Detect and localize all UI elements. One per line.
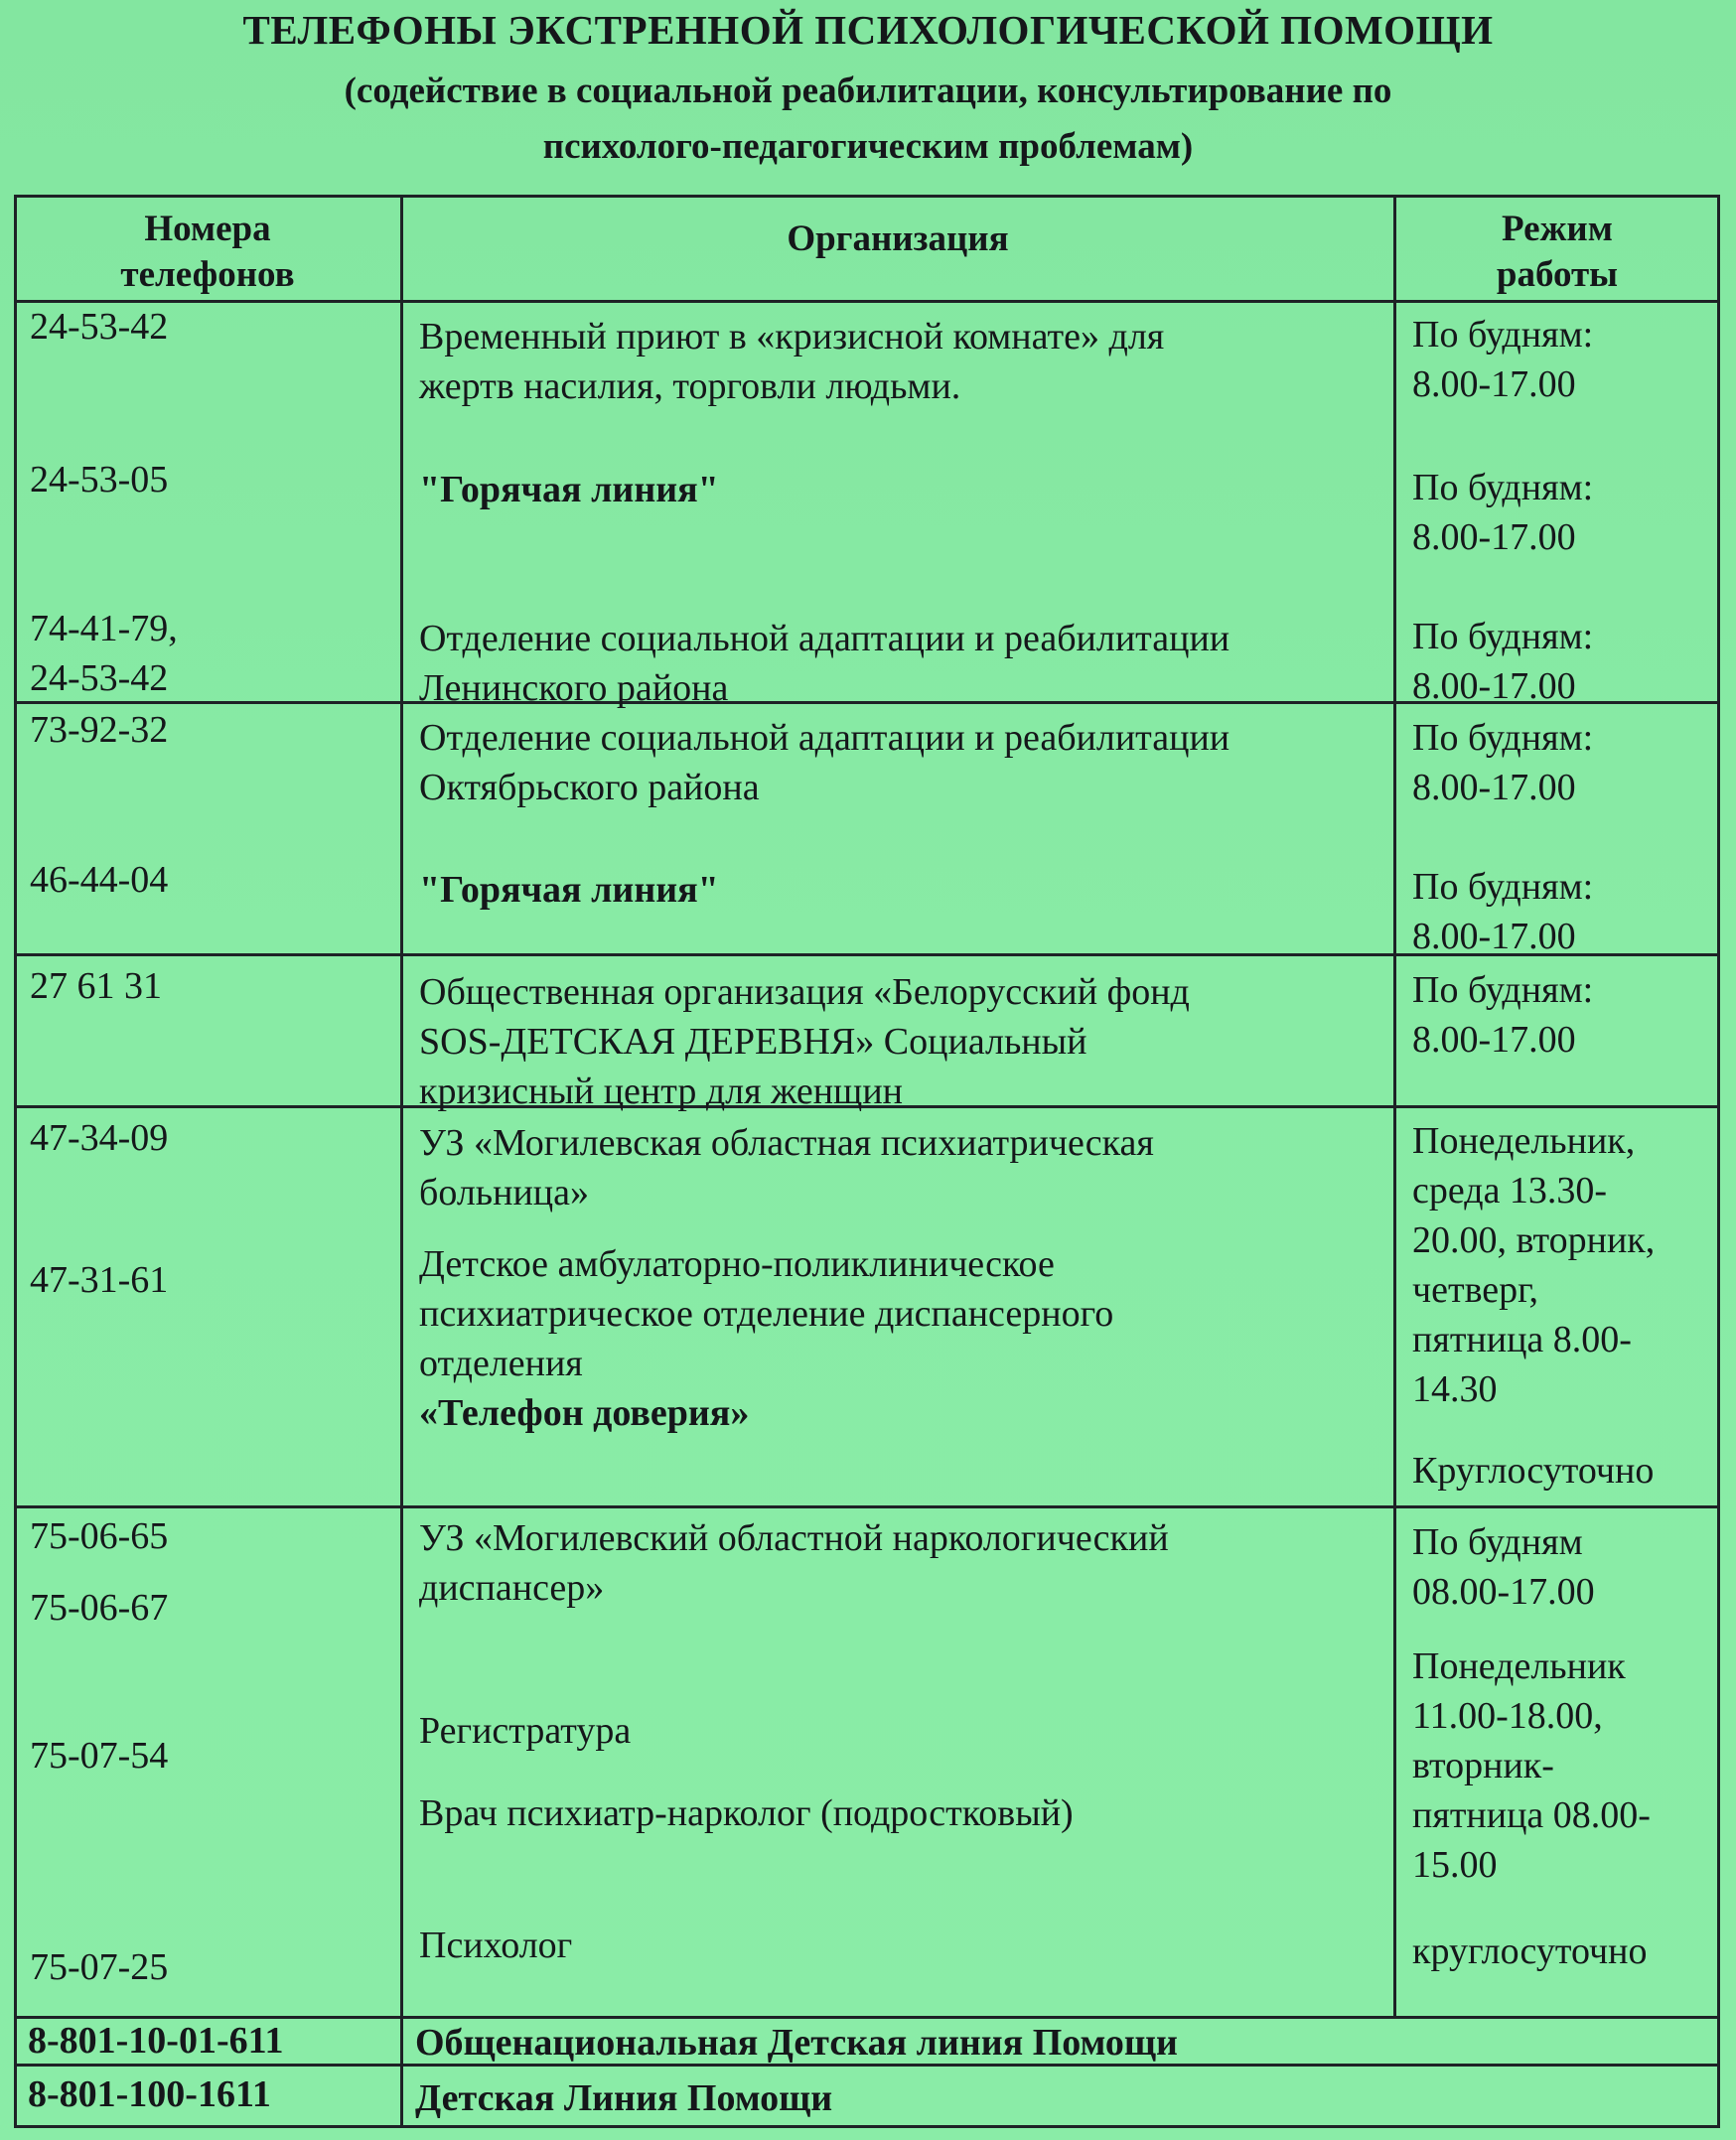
working-hours	[1412, 1517, 1595, 1617]
hours-line: По будням	[1412, 1521, 1583, 1563]
header-phones-line-1: Номера	[144, 209, 271, 249]
org-line: SOS-ДЕТСКАЯ ДЕРЕВНЯ» Социальный	[419, 1021, 1087, 1063]
phone-number: 75-07-54	[30, 1735, 169, 1777]
org-line: Отделение социальной адаптации и реабилитации	[419, 618, 1230, 659]
phone-number: 75-06-65	[30, 1515, 169, 1557]
phone-table	[14, 195, 1720, 2131]
working-hours	[1412, 862, 1593, 961]
hours-line: По будням:	[1412, 616, 1594, 657]
organization-name	[419, 614, 1230, 713]
hours-line: По будням:	[1412, 969, 1594, 1011]
phone-number: 24-53-42	[30, 306, 169, 348]
phone-line: 24-53-42	[30, 657, 169, 699]
table-border-bottom	[14, 2125, 1720, 2128]
header-divider	[14, 300, 1720, 303]
hours-line: По будням:	[1412, 467, 1594, 508]
phone-number: 46-44-04	[30, 859, 169, 901]
org-line: УЗ «Могилевская областная психиатрическая	[419, 1122, 1154, 1164]
phone-number: 75-07-25	[30, 1946, 169, 1988]
table-border-right	[1717, 195, 1720, 2128]
phone-line: 74-41-79,	[30, 608, 178, 649]
organization-name: Врач психиатр-нарколог (подростковый)	[419, 1792, 1074, 1834]
hours-line: 8.00-17.00	[1412, 665, 1576, 707]
organization-name: Детская Линия Помощи	[415, 2077, 833, 2119]
column-divider	[400, 195, 403, 2128]
hours-line: 8.00-17.00	[1412, 916, 1576, 957]
organization-name: "Горячая линия"	[419, 469, 719, 510]
organization-name: Регистратура	[419, 1710, 632, 1752]
phone-number: 73-92-32	[30, 709, 169, 751]
working-hours	[1412, 612, 1593, 711]
org-line: Ленинского района	[419, 667, 729, 709]
org-line: УЗ «Могилевский областной наркологический	[419, 1517, 1169, 1559]
org-line: отделения	[419, 1343, 583, 1384]
hours-line: 8.00-17.00	[1412, 767, 1576, 808]
header-phones	[24, 207, 391, 298]
phone-number: 47-34-09	[30, 1117, 169, 1159]
hours-line: По будням:	[1412, 866, 1594, 908]
organization-name	[419, 1513, 1169, 1613]
phone-number: 27 61 31	[30, 965, 162, 1007]
hours-line: 8.00-17.00	[1412, 516, 1576, 558]
org-line: Временный приют в «кризисной комнате» для	[419, 316, 1165, 357]
working-hours: Круглосуточно	[1412, 1450, 1655, 1492]
hours-line: среда 13.30-	[1412, 1170, 1608, 1212]
phone-number	[30, 604, 178, 703]
working-hours	[1412, 310, 1593, 409]
organization-name	[419, 713, 1230, 812]
phone-number: 47-31-61	[30, 1259, 169, 1301]
hours-line: вторник-	[1412, 1745, 1554, 1786]
phone-number: 24-53-05	[30, 459, 169, 500]
header-phones-line-2: телефонов	[120, 254, 295, 295]
subtitle-line-2: психолого-педагогическим проблемам)	[542, 126, 1194, 167]
organization-name: Психолог	[419, 1925, 573, 1966]
org-line: Октябрьского района	[419, 767, 760, 808]
org-line: психиатрическое отделение диспансерного	[419, 1293, 1114, 1335]
hours-line: пятница 08.00-	[1412, 1794, 1651, 1836]
organization-name: "Горячая линия"	[419, 869, 719, 911]
table-border-top	[14, 195, 1720, 198]
organization-name	[419, 967, 1190, 1116]
org-line: «Телефон доверия»	[419, 1392, 750, 1434]
hours-line: пятница 8.00-	[1412, 1319, 1632, 1360]
hours-line: четверг,	[1412, 1269, 1538, 1311]
organization-name	[419, 1239, 1113, 1438]
org-line: кризисный центр для женщин	[419, 1070, 903, 1112]
organization-name	[419, 312, 1164, 411]
hours-line: 08.00-17.00	[1412, 1571, 1595, 1613]
working-hours	[1412, 713, 1593, 812]
header-hours-line-1: Режим	[1502, 209, 1613, 249]
hours-line: 11.00-18.00,	[1412, 1695, 1603, 1737]
phone-number: 8-801-10-01-611	[28, 2020, 284, 2062]
document-title: ТЕЛЕФОНЫ ЭКСТРЕННОЙ ПСИХОЛОГИЧЕСКОЙ ПОМОЩИ	[242, 7, 1494, 53]
document-subtitle	[0, 64, 1736, 175]
working-hours: круглосуточно	[1412, 1930, 1648, 1972]
org-line: жертв насилия, торговли людьми.	[419, 365, 961, 407]
org-line: Отделение социальной адаптации и реабилитации	[419, 717, 1230, 759]
working-hours	[1412, 1641, 1651, 1890]
working-hours	[1412, 1116, 1655, 1414]
org-line: больница»	[419, 1172, 589, 1213]
header-hours-line-2: работы	[1496, 254, 1619, 295]
hours-line: 8.00-17.00	[1412, 363, 1576, 405]
org-line: Общественная организация «Белорусский фонд	[419, 971, 1190, 1013]
header-hours	[1399, 207, 1715, 298]
working-hours	[1412, 463, 1593, 562]
column-divider	[1393, 195, 1396, 2019]
working-hours	[1412, 965, 1593, 1065]
hours-line: Понедельник	[1412, 1645, 1626, 1687]
hours-line: 15.00	[1412, 1844, 1498, 1886]
org-line: диспансер»	[419, 1567, 605, 1609]
hours-line: 14.30	[1412, 1368, 1498, 1410]
hours-line: 20.00, вторник,	[1412, 1219, 1656, 1261]
hours-line: По будням:	[1412, 717, 1594, 759]
hours-line: Понедельник,	[1412, 1120, 1636, 1162]
organization-name: Общенациональная Детская линия Помощи	[415, 2022, 1178, 2064]
table-border-left	[14, 195, 17, 2128]
row-divider	[14, 1505, 1720, 1508]
phone-number: 8-801-100-1611	[28, 2073, 271, 2115]
header-organization: Организация	[787, 218, 1009, 259]
subtitle-line-1: (содействие в социальной реабилитации, консультирование по	[344, 71, 1392, 111]
hours-line: По будням:	[1412, 314, 1594, 356]
organization-name	[419, 1118, 1154, 1217]
org-line: Детское амбулаторно-поликлиническое	[419, 1243, 1055, 1285]
phone-number: 75-06-67	[30, 1587, 169, 1629]
hours-line: 8.00-17.00	[1412, 1019, 1576, 1061]
